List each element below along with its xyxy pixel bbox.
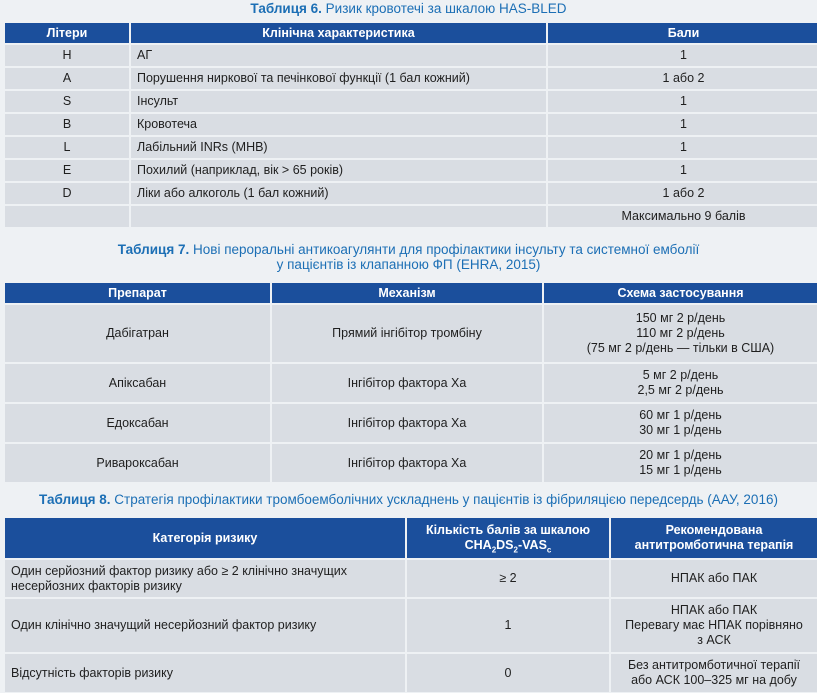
table7-schema <box>544 404 817 442</box>
table8-header-therapy-line2: антитромботична терапія <box>634 538 794 552</box>
table8-therapy <box>611 599 817 652</box>
table8-header-therapy <box>611 518 817 558</box>
table7-caption <box>0 242 817 272</box>
table6-header-row <box>5 23 817 43</box>
table6-letter: A <box>5 68 129 89</box>
table6-characteristic: АГ <box>131 45 546 66</box>
table-row <box>5 599 817 652</box>
table7-mechanism: Інгібітор фактора Ха <box>272 444 542 482</box>
score-cha: CHA <box>464 538 492 552</box>
table8-score: 0 <box>407 654 609 692</box>
score-vas: -VAS <box>517 538 547 552</box>
table6-characteristic <box>131 206 546 227</box>
table6-letter: L <box>5 137 129 158</box>
table8-header-row <box>5 518 817 558</box>
table8-category-line: Один серйозний фактор ризику або ≥ 2 клінічно значущих <box>11 563 347 578</box>
table6-letter: B <box>5 114 129 135</box>
table8-category <box>5 599 405 652</box>
table8-therapy-line: НПАК або ПАК <box>670 603 758 617</box>
table7-mechanism: Прямий інгібітор тромбіну <box>272 305 542 362</box>
table-row <box>5 206 817 227</box>
table7-title-line1: Нові пероральні антикоагулянти для профілактики інсульту та системної емболії <box>193 242 700 257</box>
table8-therapy-line: Перевагу має НПАК порівняно <box>625 618 803 632</box>
table7-drug: Дабігатран <box>5 305 270 362</box>
table7-header-mechanism: Механізм <box>272 283 542 303</box>
table8-caption <box>0 492 817 507</box>
table7-mechanism: Інгібітор фактора Ха <box>272 404 542 442</box>
table6-total: Максимально 9 балів <box>548 206 817 227</box>
table-row <box>5 364 817 402</box>
table6-letter: E <box>5 160 129 181</box>
table6-letter <box>5 206 129 227</box>
table6-points: 1 або 2 <box>548 68 817 89</box>
table8-header-therapy-line1: Рекомендована <box>665 523 763 537</box>
table6 <box>3 21 817 229</box>
table8-therapy-line: Без антитромботичної терапії <box>627 658 801 672</box>
table7-header-row <box>5 283 817 303</box>
table-row <box>5 183 817 204</box>
table7-title-line2: у пацієнтів із клапанною ФП (EHRA, 2015) <box>276 257 541 272</box>
table8 <box>3 516 817 693</box>
table8-therapy-line: НПАК або ПАК <box>670 571 758 585</box>
table7-schema-line: 20 мг 1 р/день <box>639 448 722 462</box>
table-row <box>5 114 817 135</box>
table6-points: 1 <box>548 160 817 181</box>
table8-header-score-line2 <box>411 538 605 553</box>
table6-characteristic: Інсульт <box>131 91 546 112</box>
table-row <box>5 45 817 66</box>
table6-letter: H <box>5 45 129 66</box>
table8-category-line: Відсутність факторів ризику <box>11 665 174 680</box>
score-sub2: 2 <box>513 545 518 555</box>
table6-points: 1 <box>548 91 817 112</box>
table6-label: Таблиця 6. <box>250 1 322 16</box>
table-row <box>5 404 817 442</box>
table6-points: 1 або 2 <box>548 183 817 204</box>
table6-points: 1 <box>548 114 817 135</box>
table-row <box>5 91 817 112</box>
table8-label: Таблиця 8. <box>39 492 111 507</box>
table8-therapy-line: з АСК <box>697 633 731 647</box>
table6-points: 1 <box>548 137 817 158</box>
table7-schema <box>544 444 817 482</box>
table-row <box>5 160 817 181</box>
table7-schema-line: 5 мг 2 р/день <box>642 368 719 382</box>
table7-schema-line: 30 мг 1 р/день <box>639 423 722 437</box>
table-row <box>5 305 817 362</box>
table8-therapy-line: або АСК 100–325 мг на добу <box>631 673 797 687</box>
table7-drug: Ривароксабан <box>5 444 270 482</box>
table7 <box>3 281 817 484</box>
table7-drug: Апіксабан <box>5 364 270 402</box>
table8-therapy <box>611 560 817 597</box>
table8-category <box>5 654 405 692</box>
table6-characteristic: Похилий (наприклад, вік > 65 років) <box>131 160 546 181</box>
table7-schema-line: (75 мг 2 р/день — тільки в США) <box>586 341 775 355</box>
table8-category-line: Один клінічно значущий несерйозний фактор ризику <box>11 618 317 632</box>
table8-score: ≥ 2 <box>407 560 609 597</box>
score-sub1: 2 <box>491 545 497 555</box>
table8-therapy <box>611 654 817 692</box>
table8-title: Стратегія профілактики тромбоемболічних ускладнень у пацієнтів із фібриляцією передсердь (ААУ, 2016) <box>114 492 778 507</box>
table7-schema-line: 110 мг 2 р/день <box>636 326 725 340</box>
table7-schema-line: 150 мг 2 р/день <box>635 311 726 325</box>
table6-letter: S <box>5 91 129 112</box>
table7-schema-line: 2,5 мг 2 р/день <box>637 383 724 397</box>
table-row <box>5 560 817 597</box>
table8-header-score-line1: Кількість балів за шкалою <box>425 523 591 537</box>
table8-header-score <box>407 518 609 558</box>
table6-header-points: Бали <box>548 23 817 43</box>
table6-characteristic: Порушення ниркової та печінкової функції (1 бал кожний) <box>131 68 546 89</box>
table7-drug: Едоксабан <box>5 404 270 442</box>
table6-header-letters: Літери <box>5 23 129 43</box>
table6-points: 1 <box>548 45 817 66</box>
table8-score: 1 <box>407 599 609 652</box>
score-sub3: c <box>546 545 552 555</box>
table6-characteristic: Лабільний INRs (МНВ) <box>131 137 546 158</box>
table7-header-schema: Схема застосування <box>544 283 817 303</box>
table8-header-category: Категорія ризику <box>5 518 405 558</box>
table8-category <box>5 560 405 597</box>
table7-label: Таблиця 7. <box>117 242 190 257</box>
table7-schema <box>544 305 817 362</box>
table7-header-drug: Препарат <box>5 283 270 303</box>
table6-characteristic: Кровотеча <box>131 114 546 135</box>
table6-characteristic: Ліки або алкоголь (1 бал кожний) <box>131 183 546 204</box>
table-row <box>5 68 817 89</box>
table7-schema-line: 60 мг 1 р/день <box>639 408 722 422</box>
table6-letter: D <box>5 183 129 204</box>
table-row <box>5 654 817 692</box>
table-row <box>5 444 817 482</box>
table8-category-line: несерйозних факторів ризику <box>11 578 182 593</box>
table7-schema-line: 15 мг 1 р/день <box>639 463 722 477</box>
table7-mechanism: Інгібітор фактора Ха <box>272 364 542 402</box>
table6-caption <box>0 1 817 16</box>
table6-title: Ризик кровотечі за шкалою HAS-BLED <box>325 1 567 16</box>
table7-schema <box>544 364 817 402</box>
table-row <box>5 137 817 158</box>
table6-header-characteristic: Клінічна характеристика <box>131 23 546 43</box>
score-ds: DS <box>496 538 514 552</box>
